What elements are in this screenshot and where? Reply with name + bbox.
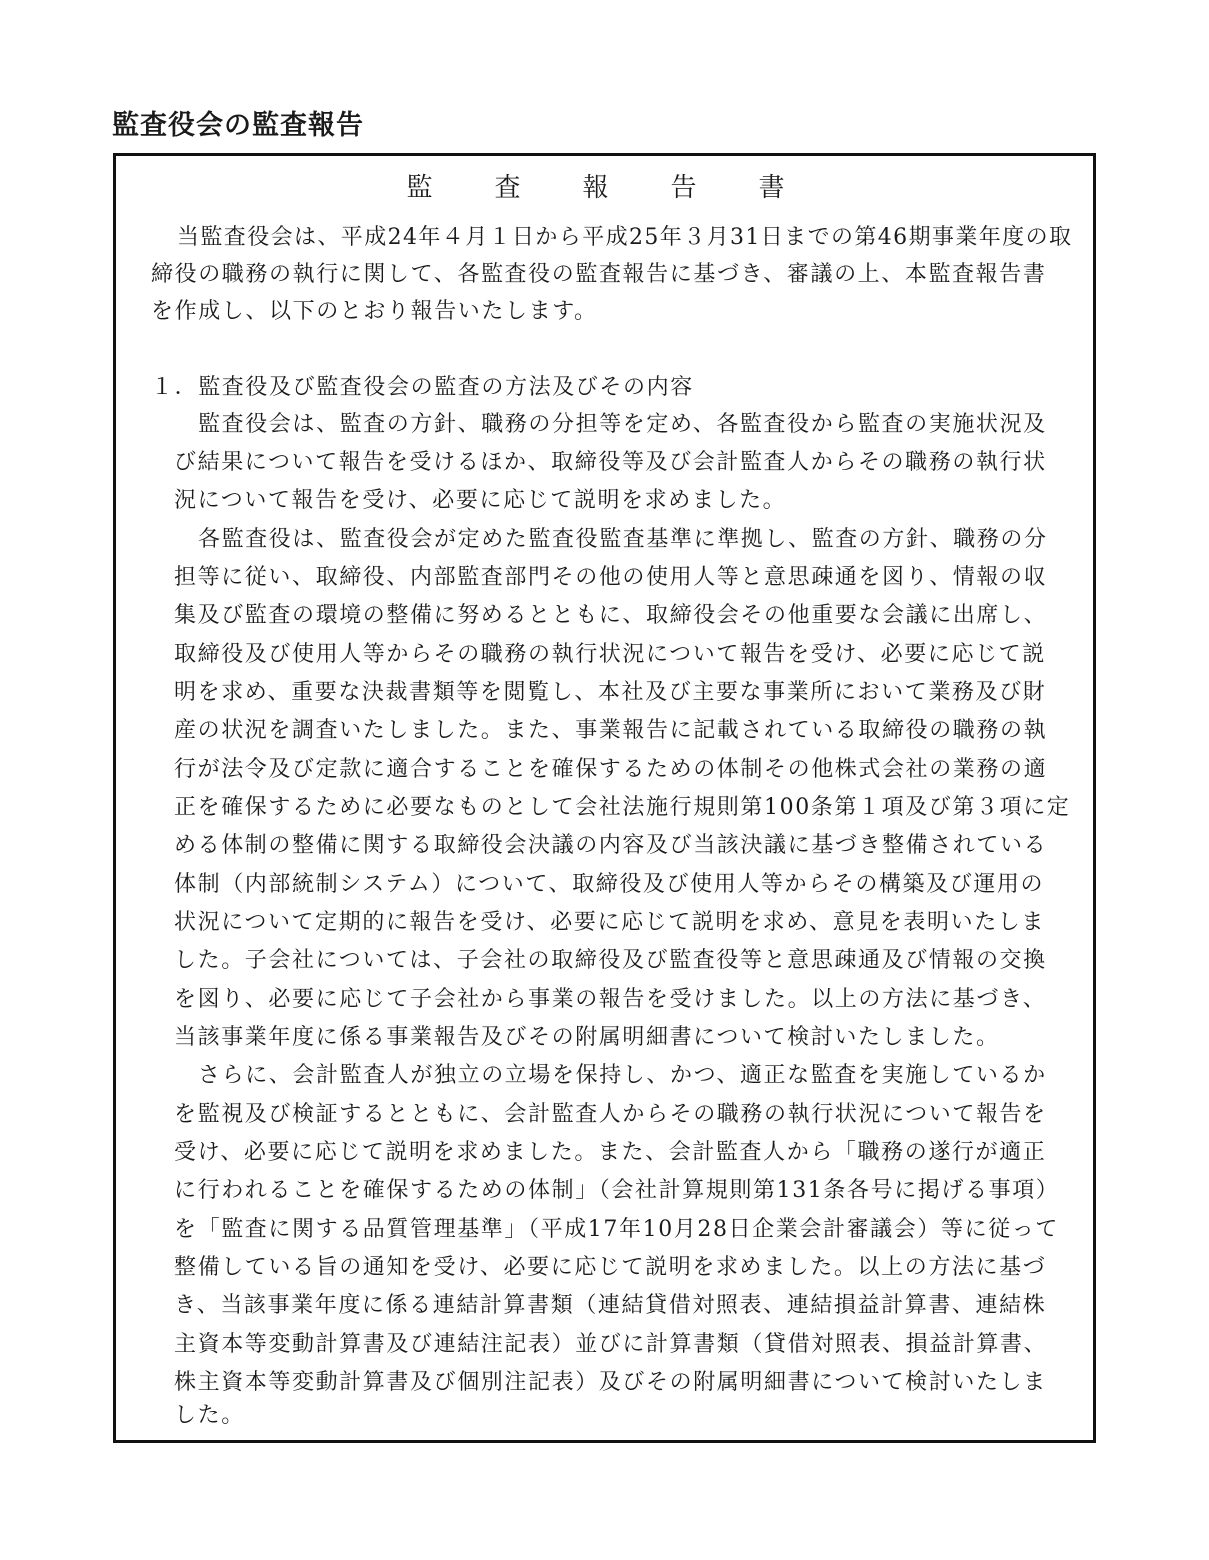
body-line: び結果について報告を受けるほか、取締役等及び会計監査人からその職務の執行状 bbox=[174, 450, 1047, 475]
report-title: 監 査 報 告 書 bbox=[406, 173, 803, 203]
body-line: を「監査に関する品質管理基準」（平成17年10月28日企業会計審議会）等に従って bbox=[174, 1217, 1059, 1242]
body-line: 行が法令及び定款に適合することを確保するための体制その他株式会社の業務の適 bbox=[174, 757, 1048, 782]
intro-line: 当監査役会は、平成24年４月１日から平成25年３月31日までの第46期事業年度の取 bbox=[177, 225, 1073, 250]
body-line: 監査役会は、監査の方針、職務の分担等を定め、各監査役から監査の実施状況及 bbox=[198, 412, 1047, 437]
body-line: さらに、会計監査人が独立の立場を保持し、かつ、適正な監査を実施しているか bbox=[198, 1063, 1047, 1088]
body-line: を図り、必要に応じて子会社から事業の報告を受けました。以上の方法に基づき、 bbox=[174, 987, 1047, 1012]
body-line: 整備している旨の通知を受け、必要に応じて説明を求めました。以上の方法に基づ bbox=[174, 1255, 1047, 1280]
section-heading: １．監査役及び監査役会の監査の方法及びその内容 bbox=[151, 375, 694, 400]
body-line: 明を求め、重要な決裁書類等を閲覧し、本社及び主要な事業所において業務及び財 bbox=[174, 680, 1047, 705]
body-line: 担等に従い、取締役、内部監査部門その他の使用人等と意思疎通を図り、情報の収 bbox=[174, 565, 1048, 590]
body-line: 各監査役は、監査役会が定めた監査役監査基準に準拠し、監査の方針、職務の分 bbox=[198, 527, 1048, 552]
body-line: 正を確保するために必要なものとして会社法施行規則第100条第１項及び第３項に定 bbox=[174, 795, 1071, 820]
intro-line: を作成し、以下のとおり報告いたします。 bbox=[151, 299, 598, 324]
body-line: 況について報告を受け、必要に応じて説明を求めました。 bbox=[174, 488, 787, 513]
audit-report-box bbox=[113, 153, 1096, 1443]
body-line: 産の状況を調査いたしました。また、事業報告に記載されている取締役の職務の執 bbox=[174, 718, 1048, 743]
body-line: 取締役及び使用人等からその職務の執行状況について報告を受け、必要に応じて説 bbox=[174, 642, 1046, 667]
page-heading: 監査役会の監査報告 bbox=[112, 110, 364, 141]
body-line: 主資本等変動計算書及び連結注記表）並びに計算書類（貸借対照表、損益計算書、 bbox=[174, 1332, 1048, 1357]
body-line: 受け、必要に応じて説明を求めました。また、会計監査人から「職務の遂行が適正 bbox=[174, 1140, 1047, 1165]
body-line: を監視及び検証するとともに、会計監査人からその職務の執行状況について報告を bbox=[174, 1102, 1047, 1127]
intro-line: 締役の職務の執行に関して、各監査役の監査報告に基づき、審議の上、本監査報告書 bbox=[151, 262, 1047, 287]
body-line: に行われることを確保するための体制」（会社計算規則第131条各号に掲げる事項） bbox=[174, 1178, 1060, 1203]
body-line: 当該事業年度に係る事業報告及びその附属明細書について検討いたしました。 bbox=[174, 1025, 1000, 1050]
body-line: 集及び監査の環境の整備に努めるとともに、取締役会その他重要な会議に出席し、 bbox=[174, 603, 1048, 628]
body-line: き、当該事業年度に係る連結計算書類（連結貸借対照表、連結損益計算書、連結株 bbox=[174, 1293, 1047, 1318]
body-line: した。 bbox=[174, 1403, 245, 1428]
body-line: 株主資本等変動計算書及び個別注記表）及びその附属明細書について検討いたしま bbox=[174, 1370, 1047, 1395]
body-line: した。子会社については、子会社の取締役及び監査役等と意思疎通及び情報の交換 bbox=[174, 948, 1047, 973]
body-line: 状況について定期的に報告を受け、必要に応じて説明を求め、意見を表明いたしま bbox=[174, 910, 1046, 935]
body-line: 体制（内部統制システム）について、取締役及び使用人等からその構築及び運用の bbox=[174, 872, 1045, 897]
body-line: める体制の整備に関する取締役会決議の内容及び当該決議に基づき整備されている bbox=[174, 833, 1048, 858]
